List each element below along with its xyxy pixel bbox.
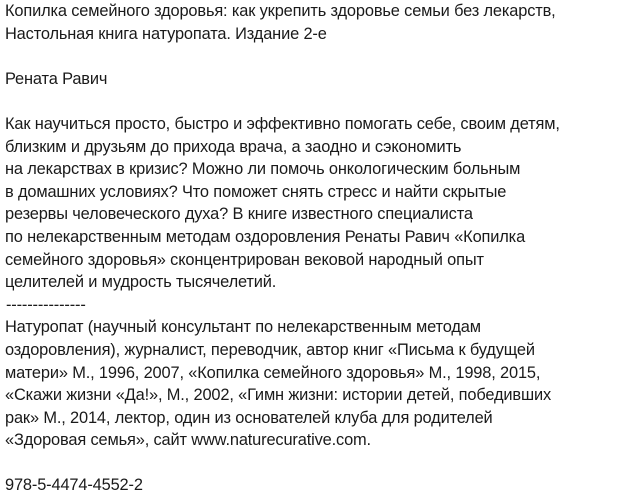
- book-title: [5, 0, 617, 45]
- bio-line: оздоровления), журналист, переводчик, автор книг «Письма к будущей: [5, 340, 535, 359]
- description-line: целителей и мудрость тысячелетий.: [5, 273, 277, 292]
- description-line: в домашних условиях? Что поможет снять стресс и найти скрытые: [5, 182, 507, 201]
- author-bio: [5, 316, 617, 452]
- description-line: Как научиться просто, быстро и эффективно помогать себе, своим детям,: [5, 114, 560, 133]
- bio-line: матери» М., 1996, 2007, «Копилка семейного здоровья» М., 1998, 2015,: [5, 363, 541, 382]
- bio-line: «Скажи жизни «Да!», М., 2002, «Гимн жизни: истории детей, победивших: [5, 386, 552, 405]
- description-line: семейного здоровья» сконцентрирован вековой народный опыт: [5, 250, 484, 269]
- bio-line: рак» М., 2014, лектор, один из основателей клуба для родителей: [5, 408, 493, 427]
- description-line: по нелекарственным методам оздоровления Ренаты Равич «Копилка: [5, 227, 526, 246]
- description-line: резервы человеческого духа? В книге известного специалиста: [5, 205, 473, 224]
- book-author: Рената Равич: [5, 69, 108, 88]
- description-line: на лекарствах в кризис? Можно ли помочь онкологическим больным: [5, 160, 521, 179]
- spacer: [5, 45, 617, 68]
- separator-line: ---------------: [6, 295, 86, 314]
- spacer: [5, 452, 617, 475]
- book-title-line: Копилка семейного здоровья: как укрепить здоровье семьи без лекарств,: [5, 2, 556, 20]
- book-description: [5, 113, 617, 294]
- bio-line: «Здоровая семья», сайт www.naturecurative.com.: [5, 431, 371, 450]
- spacer: [5, 90, 617, 113]
- description-line: близким и друзьям до прихода врача, а заодно и сэкономить: [5, 137, 462, 156]
- book-title-line: Настольная книга натуропата. Издание 2-е: [5, 24, 327, 43]
- isbn: 978-5-4474-4552-2: [5, 476, 143, 495]
- bio-line: Натуропат (научный консультант по нелекарственным методам: [5, 318, 481, 337]
